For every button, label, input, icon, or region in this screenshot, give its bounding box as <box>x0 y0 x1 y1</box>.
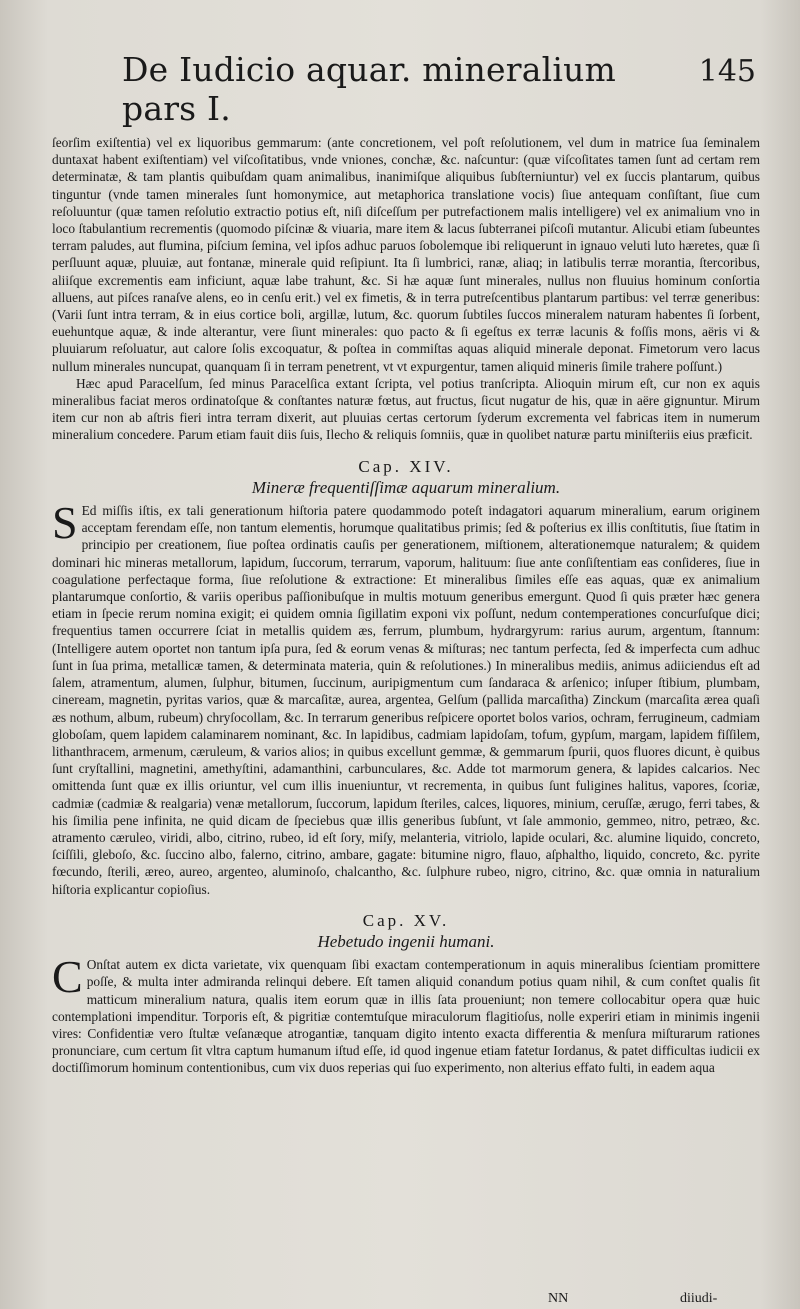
chapter-15-body: Onſtat autem ex dicta varietate, vix quenquam ſibi exactam contemperationum in aquis mineralibus ſcientiam promittere poſſe, & multa inter admiranda relinqui debere. Eſt tamen aliquid conandum potius quam nihil, & cum conſtet qualis ſit matticum mineralium natura, qualis item eorum quæ in illis ſata proueniunt; non temere collocabitur opera quæ huic contemplationi impenditur. Torporis eſt, & pigritiæ contemtuſque miraculorum flagitioſus, nolle experiri etiam in minimis ingenii vires: Confidentiæ vero ſtultæ veſanæque atrogantiæ, tanquam digito intento exacta differentia & menſura miſturarum rationes pronunciare, cum certum ſit vltra captum humanum iſtud eſſe, id quod ingenue etiam fatetur Iordanus, & patet difficultas iudicii ex doctiſſimorum hominum contentionibus, cum vix duos reperias qui ſuo experimento, non alterius effato fulti, in eadem aqua <box>52 957 760 1076</box>
catchword: diiudi- <box>680 1291 718 1306</box>
page-header <box>122 50 760 128</box>
signature-mark: NN <box>548 1291 569 1306</box>
chapter-14-subtitle: Mineræ frequentiſſimæ aquarum mineralium. <box>251 477 561 497</box>
paracelsus-paragraph: Hæc apud Paracelſum, ſed minus Paracelſica extant ſcripta, vel potius tranſcripta. Alioquin mirum eſt, cur non ex aquis mineralibus faciat meros ordinatoſque & conſtantes naturæ fœtus, aut fructus, ſicut nugatur de his, quæ in aëre gignuntur. Mirum item cur non ab aſtris fieri intra terram dixerit, aut pluuias certas certorum ſyderum excrementa vel fabricas item in numerum mineralium concedere. Parum etiam fauit diis ſuis, Ilecho & reliquis ſomniis, quæ in quolibet naturæ partu miniſteriis eius præficit. <box>52 375 760 443</box>
chapter-15-subtitle: Hebetudo ingenii humani. <box>317 931 495 951</box>
chapter-15-dropcap: C <box>52 951 83 1003</box>
page-body <box>52 134 760 1077</box>
chapter-15-text <box>52 951 760 1076</box>
chapter-14-body: Ed miſſis iſtis, ex tali generationum hiſtoria patere quodammodo poteſt indagatori aquarum mineralium, earum originem acceptam ferendam eſſe, non tantum elementis, horumque qualitatibus primis; ſed & poſterius ex illis conſtitutis, ſiue ſtatim in principio per creationem, ſiue poſtea ordinatis cauſis per generationem, miſtionem, alterationemque naturalem; & quidem dominari hic mineras metallorum, lapidum, ſuccorum, terrarum, vaporum, halituum: ſiue ante conſiſtentiam eas conſideres, ſiue in coagulatione perfectaque forma, ſiue reſolutione & extractione: Et mineralibus ſimiles eſſe eas aquas, quæ ex animalium plantarumque conſortio, & variis operibus paſſionibuſque in multis motuum generibus emergunt. Quod ſi quis præter hæc genera etiam in ſpecie rerum nomina exigit; ei quidem omnia ſigillatim exponi vix poſſunt, nedum contemperationes concurſuſque dici; frequentius tamen occurrere ſciat in metallis quidem æs, ferrum, plumbum, hydrargyrum: rarius aurum, argentum, ſtannum: (Intelligere autem oportet non tantum ipſa pura, ſed & eorum venas & miſturas; nec tantum perfecta, ſed & imperfecta cum adhuc ſunt in ſua prima, metallicæ tamen, & determinata materia, quin & reſolutiones.) In mineralibus mediis, animus adiiciendus eſt ad ſalem, atramentum, alumen, ſulphur, bitumen, ſuccinum, auripigmentum cum ſandaraca & arſenico; inſuper ſtibium, plumbam, cineream, magnetin, pyritas varios, quæ & marcaſitæ, aurea, argentea, Gelſum (pallida marcaſitha) Zinckum (marcaſita ærea quaſi æs nothum, album, rubeum) chryſocollam, &c. In terrarum generibus reſpicere oportet bolos varios, ochram, ferrugineum, cadmiam globoſam, quem lapidem calaminarem nominant, &c. In lapidibus, cadmiam lapidoſam, tofum, gypſum, margam, lapidem fiſſilem, lithanthracem, armenum, cæruleum, & varios alios; in quibus excellunt gemmæ, & gemmarum ſpurii, quos fluores dicunt, è quibus ſunt cryſtallini, magnetini, amethyſtini, adamanthini, carbunculares, &c. Adde tot marmorum genera, & lapides calcarios. Nec omittenda ſunt quæ ex illis oriuntur, vel cum illis inueniuntur, vt recrementa, in quibus ſunt fuligines halitus, vapores, ſcoriæ, cadmiæ (cadmiæ & realgaria) venæ metallorum, ſuccorum, lapidum ſteriles, calces, liquores, minium, ceruſſæ, ærugo, ferri tabes, & his ſimilia pene infinita, ne quid dicam de ſpeciebus quæ illis generibus ſubſunt, vt ſale ammonio, gemmeo, nitro, petræo, &c. atramento cæruleo, viridi, albo, citrino, rubeo, id eſt ſory, miſy, melanteria, vitriolo, lapide oculari, &c. alumine liquido, concreto, ſciſſili, gleboſo, &c. ſuccino albo, falerno, citrino, ambare, gagate: bitumine nigro, flauo, aſphaltho, liquido, concreto, &c. pyrite fœcundo, ſterili, æreo, aureo, argenteo, aluminoſo, chalcantho, &c. ſulphure rubeo, nigro, citrino, &c. quæ omnia in naturalium hiſtoria explicantur copioſius. <box>52 503 760 897</box>
running-title: De Iudicio aquar. mineralium pars I. <box>122 50 617 128</box>
chapter-14-heading: Cap. XIV. <box>358 456 454 476</box>
intro-paragraph: ſeorſim exiſtentia) vel ex liquoribus gemmarum: (ante concretionem, vel poſt reſolutionem, vel dum in matrice ſua ſeminalem duntaxat habent exiſtentiam) vel viſcoſitatibus, vnde vniones, conchæ, &c. naſcuntur: (quæ viſcoſitates tamen ſunt ad certam rem determinatæ, & tam plantis quibuſdam quam animalibus, inanimiſque aliquibus ſubſterniuntur) vel ex ſuccis plantarum, quibus tinguntur (vnde tamen minerales ſunt homonymice, aut metaphorica translatione vocis) ſiue antequam conſiſtant, ſiue cum reſoluuntur (quæ tamen reſolutio extractio potius eſt, niſi diſceſſum per putrefactionem malis intelligere) vel ex animalium vno in loco ſtabulantium recrementis (quomodo piſcinæ & viuaria, mare item & lacus ſubterranei piſcoſi mutantur. Alicubi etiam ſubeuntes terram paludes, aut flumina, piſcium ſemina, vel ipſos adhuc paruos ſobolemque ibi reliquerunt in ignauo veluti luto hæretes, quæ ſi perſluunt aquæ, pluuiæ, aut fontanæ, minerale quid reſipiunt. Ita ſi lumbrici, ranæ, aliaq; in latibulis terræ morantia, ſtercoribus, aliiſque excrementis eam inficiunt, aquæ labe trahunt, &c. Si hæ aquæ ſunt minerales, nullus non fluuius hominum conſortia alluens, aut piſces ranaſve alens, eo in cenſu erit.) vel ex fimetis, & in terra putreſcentibus plantarum partibus: vel terræ generibus: (Varii ſunt intra terram, & in eius cortice boli, argillæ, lutum, &c. quorum ſubtiles ſuccos mineralem naturam habentes ſi ſorbent, euehuntque aquæ, & inde alterantur, vere ſiunt minerales: quo pacto & ſi egeſtus ex terræ lacunis & foſſis mons, aëris vi & pluuiarum reſoluatur, aut calore ſolis excoquatur, & poſtea in commiſtas aquas aliquid minerale deponat. Fimetorum vero lacus nullum minerales nuncupat, quanquam ſi in terram penetrent, vt vt expurgentur, tamen aliquid mineris ſimile trahere poſſunt.) <box>52 135 760 374</box>
chapter-14-text <box>52 497 760 898</box>
page-number: 145 <box>698 54 756 89</box>
chapter-15-heading: Cap. XV. <box>362 910 450 930</box>
chapter-14-dropcap: S <box>52 497 78 549</box>
